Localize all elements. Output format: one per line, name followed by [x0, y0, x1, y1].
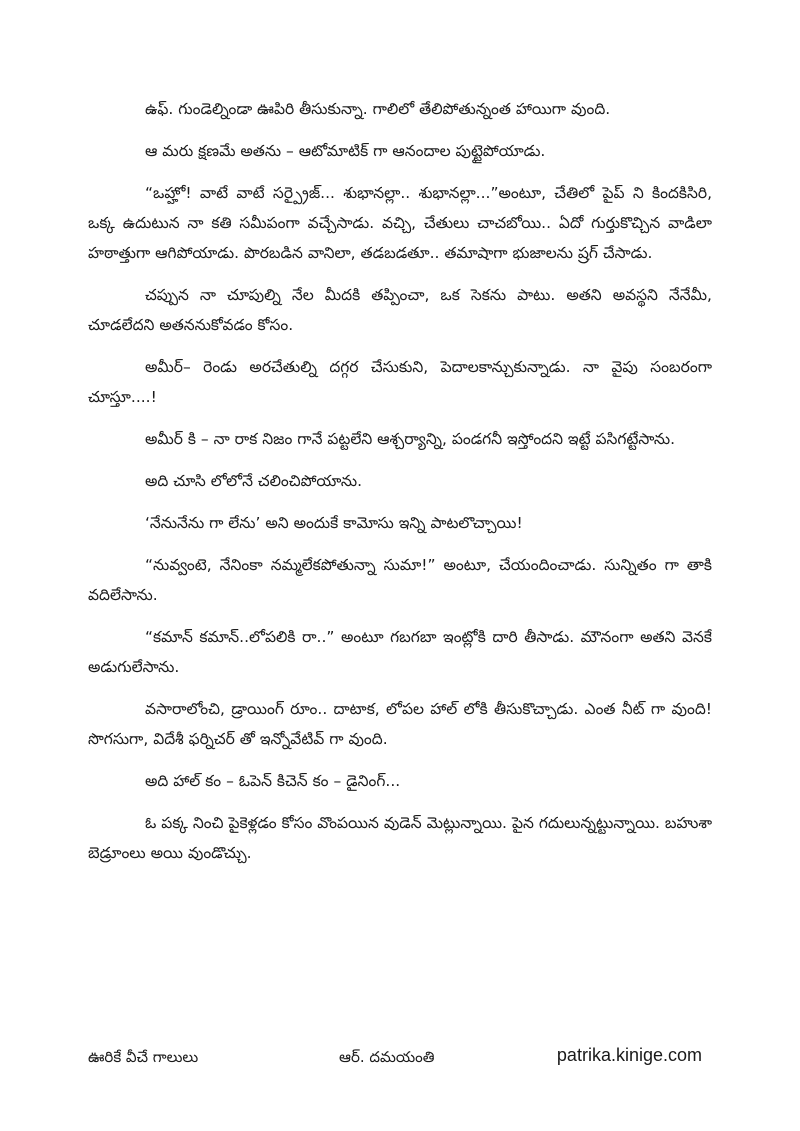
paragraph-5: అమీర్– రెండు అరచేతుల్ని దగ్గర చేసుకుని, పెదాలకాన్చుకున్నాడు. నా వైపు సంబరంగా చూస్తూ....! [88, 358, 712, 406]
paragraph-9: “నువ్వంటె, నేనింకా నమ్మలేకపోతున్నా సుమా!” అంటూ, చేయందించాడు. సున్నితం గా తాకి వదిలేసాను. [88, 556, 712, 604]
page-footer [0, 1045, 800, 1072]
paragraph-13: ఓ పక్క నించి పైకెళ్లడం కోసం వొంపయిన వుడెన్ మెట్లున్నాయి. పైన గదులున్నట్టున్నాయి. బహుశా బెడ్రూంలు అయి వుండొచ్చు. [88, 814, 712, 862]
paragraph-8: ‘నేనునేను గా లేను’ అని అందుకే కామోసు ఇన్ని పాటలొచ్చాయి! [145, 514, 523, 532]
footer-book-title: ఊరికే వీచే గాలులు [88, 1048, 199, 1066]
footer-author: ఆర్. దమయంతి [339, 1048, 435, 1066]
paragraph-3: “ఒహ్హో! వాటే వాటే సర్ప్రైజ్... శుభానల్లా.. శుభానల్లా...”అంటూ, చేతిలో పైప్ ని కిందకిసిరి, ఒక్క ఉదుటున నా కతి సమీపంగా వచ్చేసాడు. వచ్చి, చేతులు చాచబోయి.. ఏదో గుర్తుకొచ్చిన వాడిలా హఠాత్తుగా ఆగిపోయాడు. పొరబడిన వానిలా, తడబడతూ.. తమాషాగా భుజాలను ష్రగ్ చేసాడు. [88, 184, 712, 262]
paragraph-4: చప్పున నా చూపుల్ని నేల మీదకి తప్పించా, ఒక సెకను పాటు. అతని అవస్థని నేనేమీ, చూడలేదని అతననుకోవడం కోసం. [88, 286, 712, 334]
paragraph-7: అది చూసి లోలోనే చలించిపోయాను. [145, 472, 363, 490]
paragraph-1: ఉఫ్. గుండెల్నిండా ఊపిరి తీసుకున్నా. గాలిలో తేలిపోతున్నంత హాయిగా వుంది. [145, 100, 611, 118]
paragraph-2: ఆ మరు క్షణమే అతను – ఆటోమాటిక్ గా ఆనందాల పుట్టైపోయాడు. [145, 142, 546, 160]
paragraph-6: అమీర్ కి – నా రాక నిజం గానే పట్టలేని ఆశ్చర్యాన్ని, పండగనీ ఇస్తోందని ఇట్టే పసిగట్టేసాను. [145, 430, 676, 448]
footer-website-link[interactable]: patrika.kinige.com [556, 1045, 702, 1065]
story-body [88, 94, 712, 880]
paragraph-10: “కమాన్ కమాన్..లోపలికి రా..” అంటూ గబగబా ఇంట్లోకి దారి తీసాడు. మౌనంగా అతని వెనకే అడుగులేసాను. [88, 628, 712, 676]
paragraph-12: అది హాల్ కం – ఓపెన్ కిచెన్ కం – డైనింగ్... [145, 772, 401, 790]
paragraph-11: వసారాలోంచి, డ్రాయింగ్ రూం.. దాటాక, లోపల హాల్ లోకి తీసుకొచ్చాడు. ఎంత నీట్ గా వుంది! సొగసుగా, విదేశీ ఫర్నిచర్ తో ఇన్నోవేటివ్ గా వుంది. [88, 700, 712, 748]
